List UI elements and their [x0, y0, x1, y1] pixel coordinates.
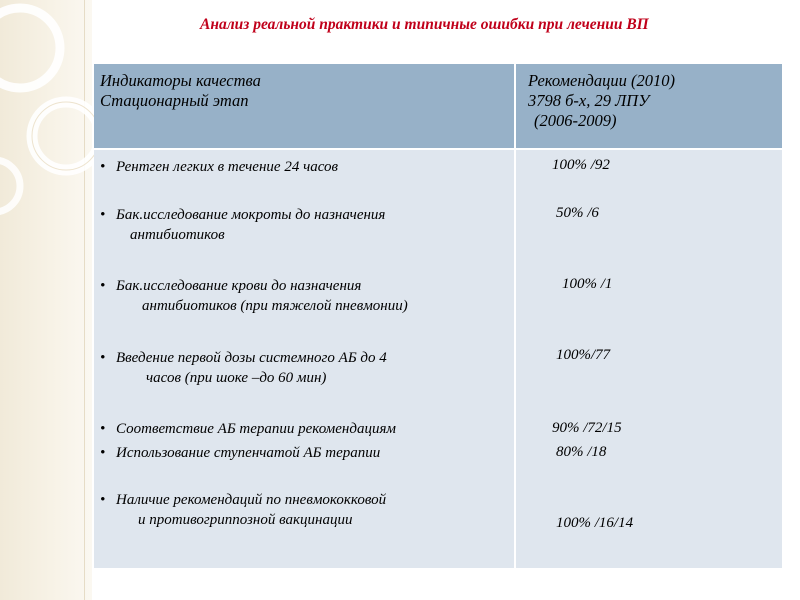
- indicator-text: Наличие рекомендаций по пневмококковой: [116, 492, 387, 508]
- indicator-text: Бак.исследование крови до назначения: [116, 278, 362, 294]
- recommendation-value: 100% /92: [552, 157, 610, 173]
- recommendation-value: 100% /1: [562, 276, 613, 292]
- indicator-text-continued: и противогриппозной вакцинации: [138, 512, 353, 528]
- header-period-label: (2006-2009): [534, 111, 617, 130]
- header-sample-label: 3798 б-х, 29 ЛПУ: [528, 91, 650, 110]
- indicator-item: • Использование ступенчатой АБ терапии: [100, 445, 381, 461]
- header-recommendations-label: Рекомендации (2010): [528, 71, 676, 90]
- indicator-text: Рентген легких в течение 24 часов: [116, 159, 339, 175]
- recommendation-value: 50% /6: [556, 205, 599, 221]
- indicator-item: • Рентген легких в течение 24 часов: [100, 159, 339, 175]
- header-indicators-cell: [100, 71, 261, 111]
- header-indicators-label: Индикаторы качества: [100, 71, 261, 90]
- indicator-item: • Введение первой дозы системного АБ до 4 часов (при шоке –до 60 мин): [100, 348, 510, 388]
- indicator-text: Введение первой дозы системного АБ до 4: [116, 350, 387, 366]
- slide-title: Анализ реальной практики и типичные ошибки при лечении ВП: [200, 16, 649, 33]
- indicator-text-continued: антибиотиков: [130, 227, 225, 243]
- decorative-circles: [0, 0, 100, 220]
- recommendation-value: 80% /18: [556, 444, 607, 460]
- indicator-text: Соответствие АБ терапии рекомендациям: [116, 421, 396, 437]
- recommendation-value: 100% /16/14: [556, 515, 634, 531]
- indicator-text: Использование ступенчатой АБ терапии: [116, 445, 381, 461]
- header-stage-label: Стационарный этап: [100, 91, 249, 110]
- indicator-text-continued: часов (при шоке –до 60 мин): [146, 370, 327, 386]
- indicator-item: • Бак.исследование мокроты до назначения антибиотиков: [100, 205, 510, 245]
- recommendation-value: 90% /72/15: [552, 420, 622, 436]
- column-divider: [514, 64, 516, 568]
- quality-indicators-table: [94, 64, 782, 568]
- indicator-item: • Соответствие АБ терапии рекомендациям: [100, 421, 396, 437]
- indicator-item: • Наличие рекомендаций по пневмококковой и противогриппозной вакцинации: [100, 490, 510, 530]
- indicator-text-continued: антибиотиков (при тяжелой пневмонии): [142, 298, 408, 314]
- indicator-text: Бак.исследование мокроты до назначения: [116, 207, 386, 223]
- recommendation-value: 100%/77: [556, 347, 611, 363]
- header-recommendations-cell: [528, 71, 675, 131]
- indicator-item: • Бак.исследование крови до назначения антибиотиков (при тяжелой пневмонии): [100, 276, 510, 316]
